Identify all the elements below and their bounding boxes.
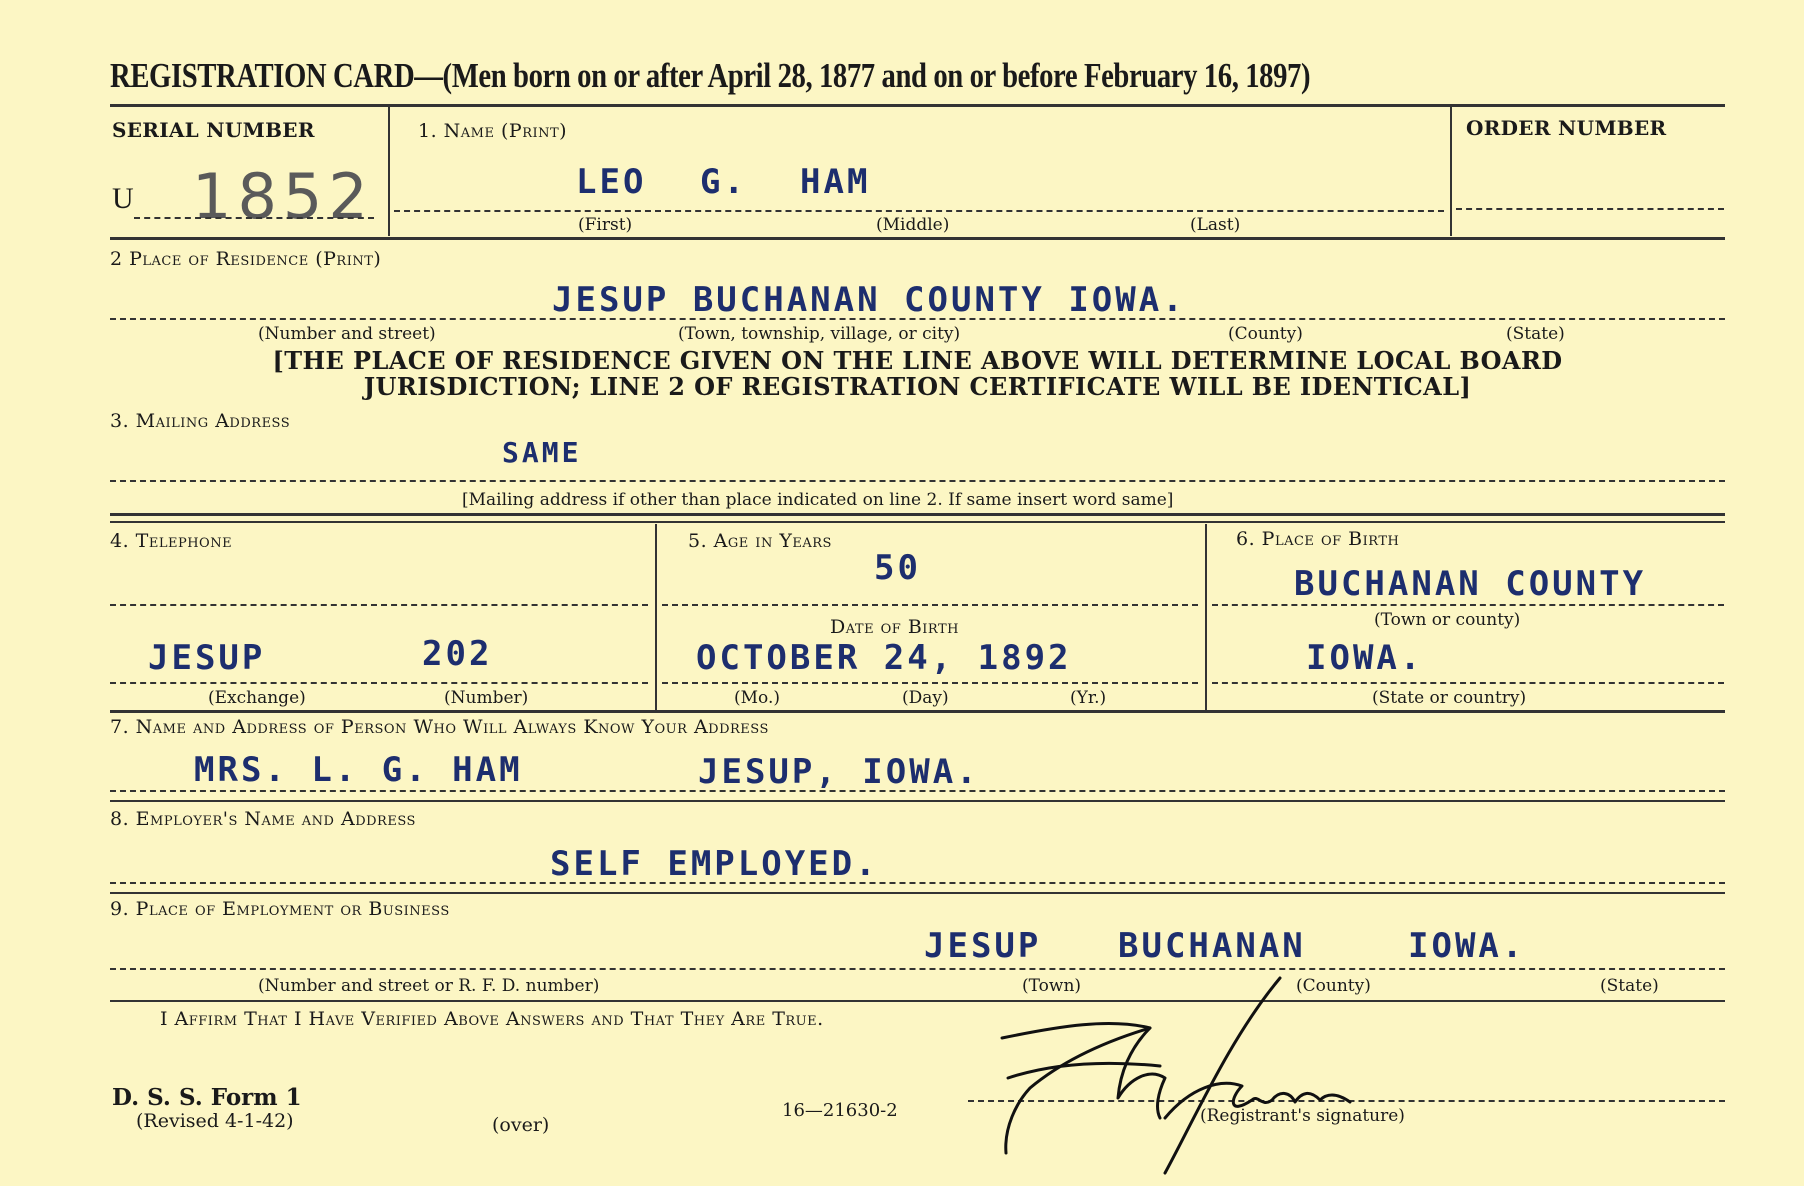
employment-label: 9. Place of Employment or Business — [110, 898, 450, 920]
residence-label: 2 Place of Residence (Print) — [110, 248, 382, 270]
caption-mo: (Mo.) — [734, 688, 781, 708]
section-rule — [110, 521, 1725, 523]
section-rule — [110, 1000, 1725, 1002]
serial-line — [134, 217, 374, 219]
serial-number: 1852 — [192, 160, 374, 233]
divider — [388, 106, 390, 236]
birthplace-town: BUCHANAN COUNTY — [1294, 564, 1647, 604]
section-rule — [110, 237, 1725, 240]
jurisdiction-notice — [110, 348, 1725, 400]
caption-emp-town: (Town) — [1022, 976, 1082, 996]
employer-line — [110, 882, 1725, 884]
telephone-number: 202 — [422, 634, 493, 674]
age-line — [662, 604, 1198, 606]
birthplace-town-caption: (Town or county) — [1374, 610, 1521, 630]
divider — [1205, 524, 1207, 710]
caption-last: (Last) — [1190, 215, 1241, 235]
caption-emp-county: (County) — [1296, 976, 1371, 996]
employer-label: 8. Employer's Name and Address — [110, 808, 416, 830]
caption-street-rfd: (Number and street or R. F. D. number) — [258, 976, 600, 996]
employment-town: JESUP — [924, 926, 1042, 966]
mailing-label: 3. Mailing Address — [110, 410, 291, 432]
notice-line-1: [THE PLACE OF RESIDENCE GIVEN ON THE LINE ABOVE WILL DETERMINE LOCAL BOARD — [272, 346, 1563, 375]
notice-line-2: JURISDICTION; LINE 2 OF REGISTRATION CERTIFICATE WILL BE IDENTICAL] — [363, 372, 1472, 401]
contact-name: MRS. L. G. HAM — [194, 750, 523, 790]
serial-label: SERIAL NUMBER — [112, 118, 315, 142]
registrant-signature — [990, 968, 1410, 1178]
residence-line — [110, 318, 1725, 320]
residence-value: JESUP BUCHANAN COUNTY IOWA. — [552, 280, 1186, 320]
name-last: HAM — [800, 162, 871, 202]
employment-state: IOWA. — [1408, 926, 1526, 966]
birthplace-line — [1212, 604, 1724, 606]
age-label: 5. Age in Years — [688, 530, 832, 552]
age-value: 50 — [874, 548, 921, 588]
name-first: LEO — [576, 162, 647, 202]
birthplace-state-caption: (State or country) — [1372, 688, 1527, 708]
dob-line — [662, 682, 1198, 684]
caption-street: (Number and street) — [258, 324, 436, 344]
caption-state: (State) — [1506, 324, 1565, 344]
order-label: ORDER NUMBER — [1466, 116, 1667, 140]
telephone-exchange: JESUP — [148, 638, 266, 678]
birthplace-label: 6. Place of Birth — [1236, 528, 1400, 550]
contact-label: 7. Name and Address of Person Who Will Always Know Your Address — [110, 716, 769, 738]
employer-value: SELF EMPLOYED. — [550, 844, 879, 884]
contact-address: JESUP, IOWA. — [698, 752, 980, 792]
caption-day: (Day) — [902, 688, 949, 708]
form-name: D. S. S. Form 1 — [112, 1084, 302, 1111]
name-label: 1. Name (Print) — [418, 120, 568, 142]
signature-caption: (Registrant's signature) — [1200, 1106, 1405, 1126]
order-line — [1456, 208, 1724, 210]
caption-number: (Number) — [444, 688, 529, 708]
mailing-value: SAME — [502, 436, 582, 469]
telephone-line — [110, 682, 648, 684]
caption-town: (Town, township, village, or city) — [678, 324, 961, 344]
name-line — [394, 210, 1444, 212]
form-over: (over) — [492, 1114, 550, 1136]
name-middle: G. — [700, 162, 747, 202]
employment-line — [110, 968, 1725, 970]
card-title: REGISTRATION CARD—(Men born on or after April 28, 1877 and on or before February 16, 1897) — [110, 56, 1311, 95]
divider — [655, 524, 657, 710]
caption-emp-state: (State) — [1600, 976, 1659, 996]
dob-value: OCTOBER 24, 1892 — [696, 638, 1072, 678]
section-rule — [110, 892, 1725, 894]
telephone-label: 4. Telephone — [110, 530, 233, 552]
caption-yr: (Yr.) — [1070, 688, 1107, 708]
dob-label: Date of Birth — [830, 616, 959, 638]
employment-county: BUCHANAN — [1118, 926, 1306, 966]
form-code: 16—21630-2 — [782, 1100, 898, 1121]
affirmation-text: I Affirm That I Have Verified Above Answers and That They Are True. — [160, 1008, 824, 1030]
caption-county: (County) — [1228, 324, 1303, 344]
contact-line — [110, 790, 1725, 792]
mailing-caption: [Mailing address if other than place indicated on line 2. If same insert word same] — [462, 490, 1174, 510]
section-rule — [110, 800, 1725, 802]
section-rule — [110, 513, 1725, 516]
telephone-line — [110, 604, 648, 606]
birthplace-state: IOWA. — [1306, 638, 1424, 678]
serial-prefix: U — [112, 182, 134, 215]
caption-exchange: (Exchange) — [208, 688, 306, 708]
caption-middle: (Middle) — [876, 215, 950, 235]
caption-first: (First) — [578, 215, 633, 235]
form-revised: (Revised 4-1-42) — [136, 1110, 294, 1132]
divider — [1450, 106, 1452, 236]
title-rule — [110, 104, 1725, 107]
birthplace-line — [1212, 682, 1724, 684]
section-rule — [110, 710, 1725, 713]
mailing-line — [110, 480, 1725, 482]
